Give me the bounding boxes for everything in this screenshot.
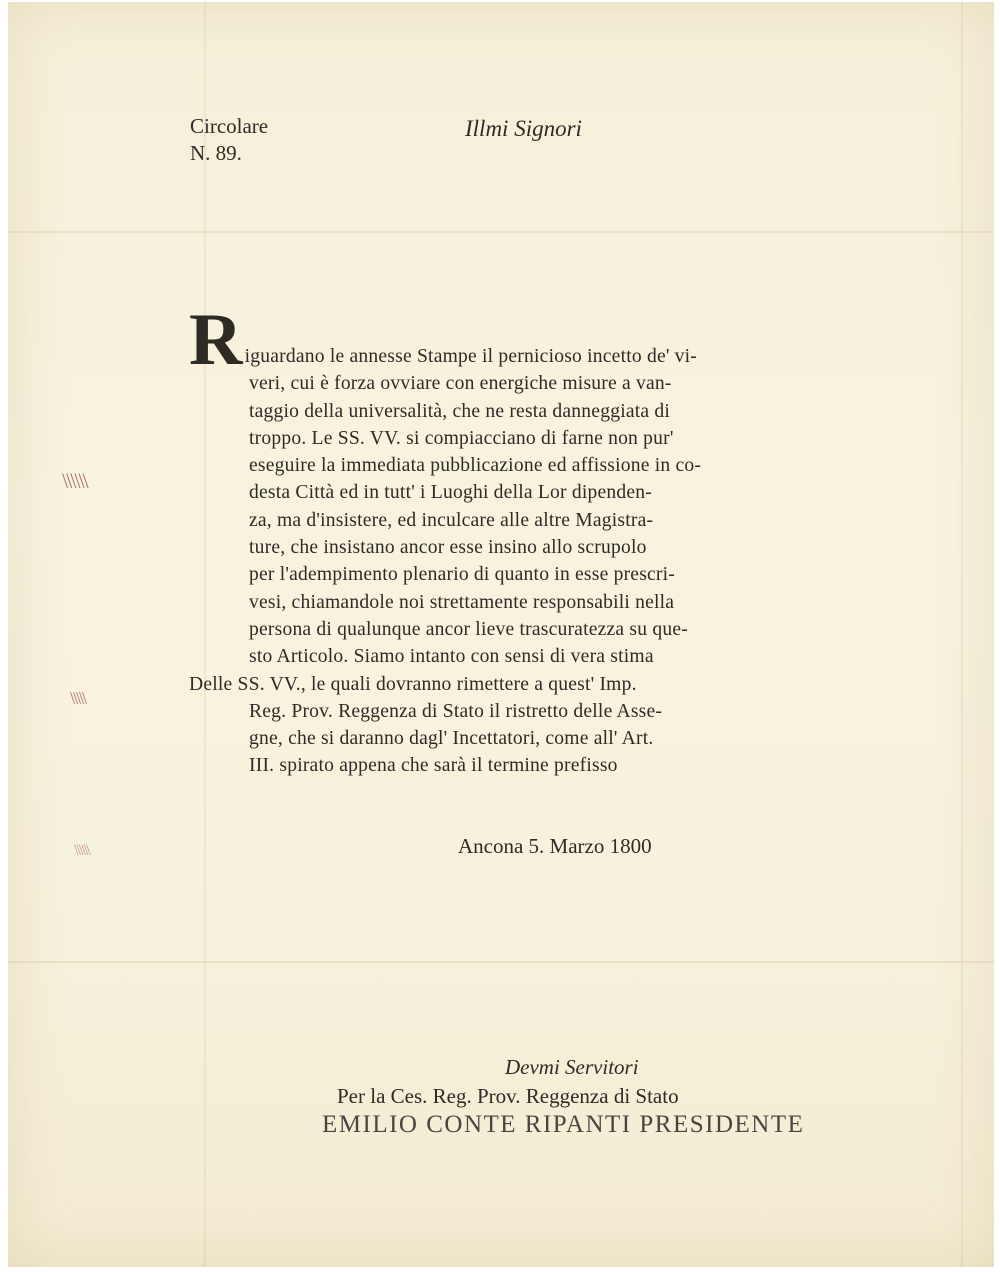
body-line: taggio della universalità, che ne resta danneggiata di — [249, 400, 671, 422]
ink-bleed-mark: \\\\\ — [70, 688, 86, 708]
body-line: Delle SS. VV., le quali dovranno rimettere a quest' Imp. — [189, 673, 637, 695]
fold-line — [8, 231, 994, 233]
body-line: persona di qualunque ancor lieve trascuratezza su que- — [249, 618, 688, 640]
body-line: desta Città ed in tutt' i Luoghi della Lor dipenden- — [249, 482, 652, 504]
body-line: gne, che si daranno dagl' Incettatori, come all' Art. — [249, 728, 654, 750]
signature-name: EMILIO CONTE RIPANTI PRESIDENTE — [322, 1111, 805, 1138]
body-line: Reg. Prov. Reggenza di Stato il ristretto delle Asse- — [249, 700, 663, 722]
date-line: Ancona 5. Marzo 1800 — [458, 834, 652, 858]
body-line: III. spirato appena che sarà il termine prefisso — [249, 755, 618, 777]
ink-bleed-mark: \\\\\\ — [74, 842, 89, 859]
circular-number: N. 89. — [190, 141, 242, 165]
ink-bleed-mark: \\\\\\ — [62, 468, 87, 493]
drop-cap: R — [189, 299, 243, 381]
body-line: sto Articolo. Siamo intanto con sensi di vera stima — [249, 646, 654, 668]
body-line: za, ma d'insistere, ed inculcare alle altre Magistra- — [249, 509, 654, 531]
body-line: eseguire la immediata pubblicazione ed affissione in co- — [249, 455, 702, 477]
body-line: iguardano le annesse Stampe il pernicioso incetto de' vi- — [244, 346, 698, 367]
circular-label: Circolare — [190, 114, 269, 138]
body-line: ture, che insistano ancor esse insino allo scrupolo — [249, 537, 647, 559]
fold-line — [8, 961, 994, 963]
body-line: per l'adempimento plenario di quanto in esse prescri- — [249, 564, 676, 586]
body-line: veri, cui è forza ovviare con energiche misure a van- — [249, 373, 672, 395]
body-text — [189, 299, 869, 780]
signature-authority: Per la Ces. Reg. Prov. Reggenza di Stato — [337, 1084, 679, 1108]
salutation: Illmi Signori — [465, 116, 582, 141]
body-line: vesi, chiamandole noi strettamente responsabili nella — [249, 591, 675, 613]
body-line: troppo. Le SS. VV. si compiacciano di farne non pur' — [249, 427, 674, 449]
signature-closing: Devmi Servitori — [505, 1055, 639, 1079]
fold-line — [961, 2, 963, 1267]
circular-header — [190, 113, 268, 167]
